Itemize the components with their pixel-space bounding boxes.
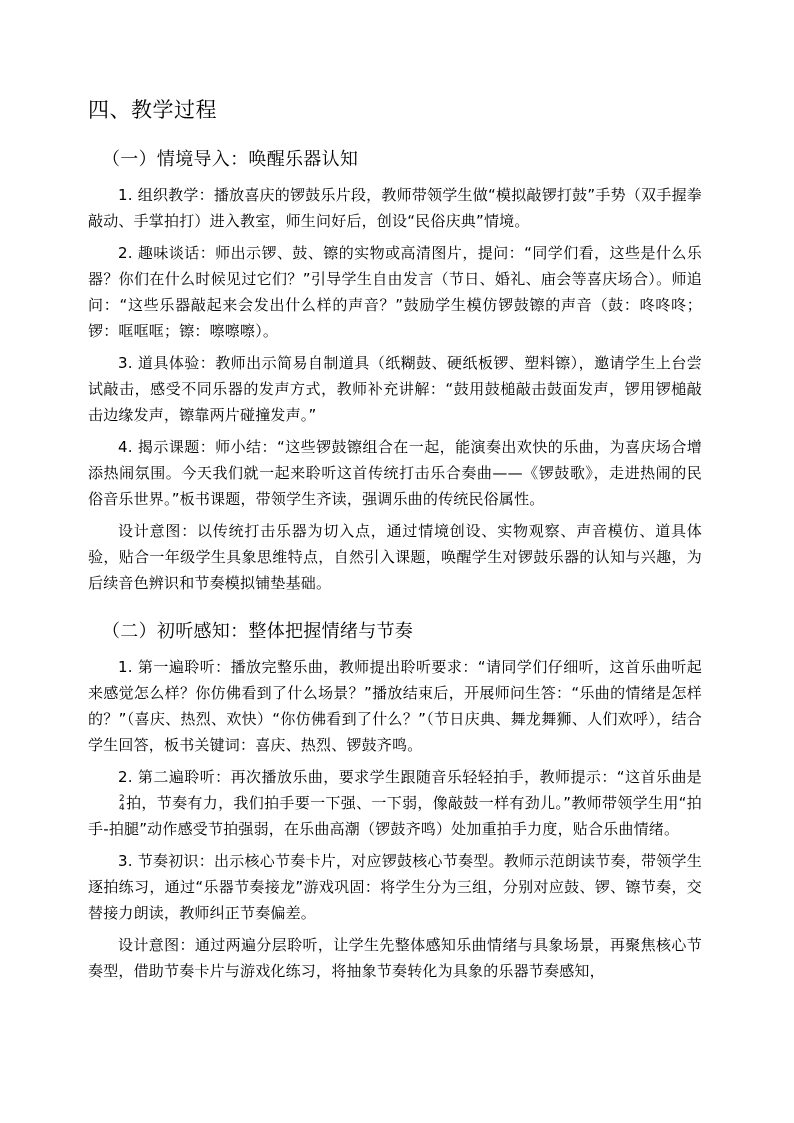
time-signature-fraction (89, 795, 125, 813)
fraction-denominator: 4 (119, 803, 125, 813)
paragraph-second-listen (88, 764, 702, 842)
paragraph-organize-teaching: 1. 组织教学：播放喜庆的锣鼓乐片段，教师带领学生做“模拟敲锣打鼓”手势（双手握拳敲动、手掌拍打）进入教室，师生问好后，创设“民俗庆典”情境。 (88, 186, 702, 230)
fraction-numerator: 2 (119, 794, 125, 804)
paragraph-prop-experience: 3. 道具体验：教师出示简易自制道具（纸糊鼓、硬纸板锣、塑料镲），邀请学生上台尝试敲击，感受不同乐器的发声方式，教师补充讲解：“鼓用鼓槌敲击鼓面发声，锣用锣槌敲击边缘发声，镲靠两片碰撞发声。” (88, 354, 702, 424)
section-heading: 四、教学过程 (88, 98, 217, 122)
paragraph-first-listen: 1. 第一遍聆听：播放完整乐曲，教师提出聆听要求：“请同学们仔细听，这首乐曲听起来感觉怎么样？你仿佛看到了什么场景？”播放结束后，开展师问生答：“乐曲的情绪是怎样的？”（喜庆、热烈、欢快）“你仿佛看到了什么？”（节日庆典、舞龙舞狮、人们欢呼），结合学生回答，板书关键词：喜庆、热烈、锣鼓齐鸣。 (88, 658, 702, 754)
paragraph-rhythm-intro: 3. 节奏初识：出示核心节奏卡片，对应锣鼓核心节奏型。教师示范朗读节奏，带领学生逐拍练习，通过“乐器节奏接龙”游戏巩固：将学生分为三组，分别对应鼓、锣、镲节奏，交替接力朗读，教师纠正节奏偏差。 (88, 852, 702, 922)
paragraph-reveal-topic: 4. 揭示课题：师小结：“这些锣鼓镲组合在一起，能演奏出欢快的乐曲，为喜庆场合增添热闹氛围。今天我们就一起来聆听这首传统打击乐合奏曲——《锣鼓歌》，走进热闹的民俗音乐世界。”板书课题，带领学生齐读，强调乐曲的传统民俗属性。 (88, 438, 702, 508)
second-listen-text-before: 2. 第二遍聆听：再次播放乐曲，要求学生跟随音乐轻轻拍手，教师提示：“这首乐曲是 (118, 768, 702, 786)
second-listen-text-after: 拍，节奏有力，我们拍手要一下强、一下弱，像敲鼓一样有劲儿。”教师带领学生用“拍手-拍腿”动作感受节拍强弱，在乐曲高潮（锣鼓齐鸣）处加重拍手力度，贴合乐曲情绪。 (88, 794, 702, 838)
document-body (88, 94, 702, 990)
paragraph-design-intent-1: 设计意图：以传统打击乐器为切入点，通过情境创设、实物观察、声音模仿、道具体验，贴合一年级学生具象思维特点，自然引入课题，唤醒学生对锣鼓乐器的认知与兴趣，为后续音色辨识和节奏模拟铺垫基础。 (88, 522, 702, 592)
paragraph-fun-talk: 2. 趣味谈话：师出示锣、鼓、镲的实物或高清图片，提问：“同学们看，这些是什么乐器？你们在什么时候见过它们？”引导学生自由发言（节日、婚礼、庙会等喜庆场合）。师追问：“这些乐器敲起来会发出什么样的声音？”鼓励学生模仿锣鼓镲的声音（鼓：咚咚咚；锣：哐哐哐；镲：嚓嚓嚓）。 (88, 244, 702, 340)
paragraph-design-intent-2: 设计意图：通过两遍分层聆听，让学生先整体感知乐曲情绪与具象场景，再聚焦核心节奏型，借助节奏卡片与游戏化练习，将抽象节奏转化为具象的乐器节奏感知， (88, 936, 702, 980)
subsection-title-1: （一）情境导入：唤醒乐器认知 (102, 149, 359, 170)
subsection-title-2: （二）初听感知：整体把握情绪与节奏 (102, 621, 414, 642)
